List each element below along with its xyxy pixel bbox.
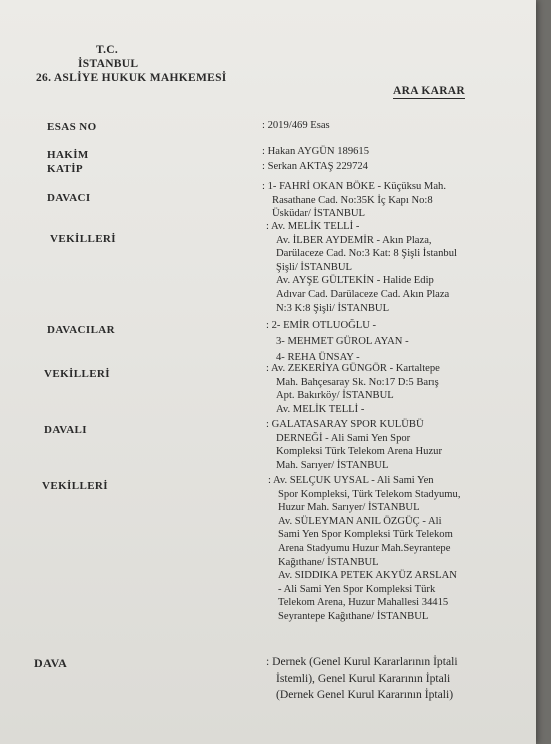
katip-label: KATİP bbox=[47, 163, 84, 175]
vekilleri-block bbox=[266, 220, 457, 315]
vekil-line: : Av. ZEKERİYA GÜNGÖR - Kartaltepe bbox=[266, 363, 440, 374]
city-heading: İSTANBUL bbox=[78, 58, 139, 70]
dava-line: (Dernek Genel Kurul Kararının İptali) bbox=[276, 688, 454, 701]
davacilar-line: : 2- EMİR OTLUOĞLU - bbox=[266, 320, 377, 331]
davali-line: DERNEĞİ - Ali Sami Yen Spor bbox=[276, 432, 411, 444]
vekil-line: Sami Yen Spor Kompleksi Türk Telekom bbox=[278, 529, 453, 541]
vekil-line: Adıvar Cad. Darülaceze Cad. Akın Plaza bbox=[276, 288, 450, 300]
vekil-line: Darülaceze Cad. No:3 Kat: 8 Şişli İstanbul bbox=[276, 248, 457, 260]
vekil-line: Av. MELİK TELLİ - bbox=[276, 403, 365, 415]
vekil-line: Kağıthane/ İSTANBUL bbox=[278, 556, 379, 568]
vekilleri-label: VEKİLLERİ bbox=[44, 368, 110, 380]
hakim-label: HAKİM bbox=[47, 149, 89, 161]
davali-line: Kompleksi Türk Telekom Arena Huzur bbox=[276, 446, 442, 458]
vekil-line: : Av. MELİK TELLİ - bbox=[266, 221, 360, 232]
vekil-line: Telekom Arena, Huzur Mahallesi 34415 bbox=[278, 597, 449, 609]
dava-label: DAVA bbox=[34, 656, 68, 670]
vekil-line: Av. AYŞE GÜLTEKİN - Halide Edip bbox=[276, 275, 434, 287]
vekilleri-label: VEKİLLERİ bbox=[50, 233, 116, 245]
vekil-line: Huzur Mah. Sarıyer/ İSTANBUL bbox=[278, 502, 420, 514]
tc-heading: T.C. bbox=[96, 44, 119, 56]
hakim-value: : Hakan AYGÜN 189615 bbox=[262, 146, 370, 157]
vekil-line: Mah. Bahçesaray Sk. No:17 D:5 Barış bbox=[276, 376, 439, 388]
court-heading: 26. ASLİYE HUKUK MAHKEMESİ bbox=[36, 72, 227, 84]
davaci-label: DAVACI bbox=[47, 192, 91, 204]
doc-type-title: ARA KARAR bbox=[393, 85, 466, 97]
davacilar-line: 4- REHA ÜNSAY - bbox=[276, 352, 360, 363]
katip-value: : Serkan AKTAŞ 229724 bbox=[262, 161, 368, 172]
vekil-line: Av. İLBER AYDEMİR - Akın Plaza, bbox=[276, 234, 432, 246]
vekil-line: Şişli/ İSTANBUL bbox=[276, 261, 352, 273]
dava-line: : Dernek (Genel Kurul Kararlarının İptali bbox=[266, 655, 458, 668]
vekilleri-block bbox=[266, 362, 440, 416]
esas-no-label: ESAS NO bbox=[47, 121, 97, 133]
vekilleri-block bbox=[268, 474, 460, 624]
davali-line: : GALATASARAY SPOR KULÜBÜ bbox=[266, 419, 424, 430]
vekil-line: Spor Kompleksi, Türk Telekom Stadyumu, bbox=[278, 488, 461, 500]
vekil-line: N:3 K:8 Şişli/ İSTANBUL bbox=[276, 302, 390, 314]
davacilar-label: DAVACILAR bbox=[47, 324, 115, 336]
davali-line: Mah. Sarıyer/ İSTANBUL bbox=[276, 459, 389, 471]
vekil-line: : Av. SELÇUK UYSAL - Ali Sami Yen bbox=[268, 475, 434, 486]
davaci-line: : 1- FAHRİ OKAN BÖKE - Küçüksu Mah. bbox=[262, 181, 447, 192]
davaci-line: Üsküdar/ İSTANBUL bbox=[272, 208, 366, 220]
davaci-line: Rasathane Cad. No:35K İç Kapı No:8 bbox=[272, 194, 433, 206]
vekil-line: Av. SÜLEYMAN ANIL ÖZGÜÇ - Ali bbox=[278, 515, 442, 527]
davaci-block bbox=[262, 180, 446, 221]
vekil-line: Av. SIDDIKA PETEK AKYÜZ ARSLAN bbox=[278, 570, 457, 582]
davacilar-block bbox=[266, 318, 409, 366]
vekilleri-label: VEKİLLERİ bbox=[42, 480, 108, 492]
dava-block bbox=[266, 654, 458, 704]
dava-line: İstemli), Genel Kurul Kararının İptali bbox=[276, 671, 451, 685]
davacilar-line: 3- MEHMET GÜROL AYAN - bbox=[276, 336, 409, 347]
vekil-line: Seyrantepe Kağıthane/ İSTANBUL bbox=[278, 610, 429, 622]
vekil-line: Apt. Bakırköy/ İSTANBUL bbox=[276, 390, 394, 402]
vekil-line: - Ali Sami Yen Spor Kompleksi Türk bbox=[278, 583, 436, 595]
davali-label: DAVALI bbox=[44, 424, 87, 436]
vekil-line: Arena Stadyumu Huzur Mah.Seyrantepe bbox=[278, 542, 451, 554]
esas-no-value: : 2019/469 Esas bbox=[262, 120, 330, 131]
davali-block bbox=[266, 418, 442, 472]
